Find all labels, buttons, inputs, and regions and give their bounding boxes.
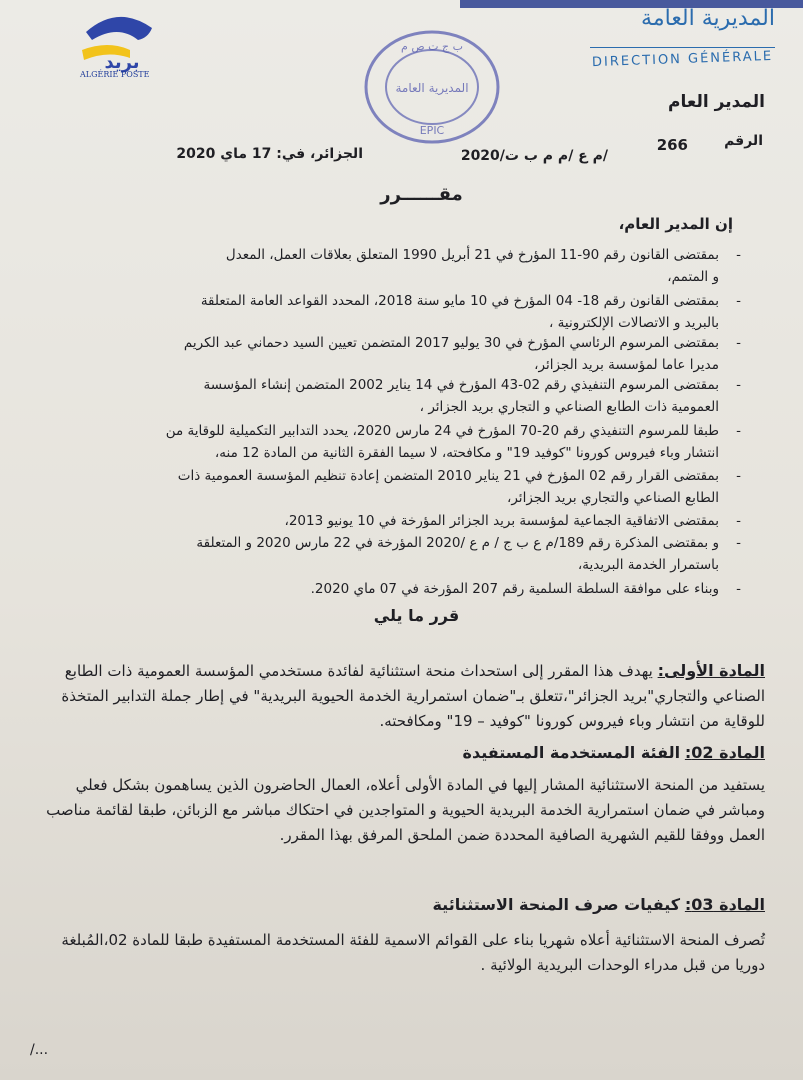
visa-item: [79, 420, 741, 464]
bullet-dash: -: [736, 247, 741, 263]
article-3-title: كيفيات صرف المنحة الاستثنائية: [432, 895, 681, 914]
continuation-mark: /...: [30, 1042, 49, 1058]
visa-item: [79, 578, 741, 600]
svg-text:EPIC: EPIC: [419, 124, 445, 137]
visa-line: بمقتضى المرسوم التنفيذي رقم 02-43 المؤرخ في 14 يناير 2002 المتضمن إنشاء المؤسسة: [203, 377, 719, 393]
visa-line: انتشار وباء فيروس كورونا "كوفيد 19" و مكافحته، لا سيما الفقرة الثانية من المادة 12 منه،: [214, 445, 719, 461]
visa-line: العمومية ذات الطابع الصناعي و التجاري بريد الجزائر ،: [419, 399, 719, 415]
visa-line: بالبريد و الاتصالات الإلكترونية ،: [549, 315, 719, 331]
article-2-heading-row: [35, 740, 765, 766]
article-1: [35, 658, 765, 734]
article-1-heading: المادة الأولى:: [657, 661, 765, 680]
visa-line: باستمرار الخدمة البريدية،: [577, 557, 719, 573]
document-title: مقــــــرر: [380, 184, 463, 205]
direction-underline: [590, 47, 775, 48]
article-2-heading: المادة 02:: [684, 743, 765, 762]
reference-label: الرقم: [724, 133, 763, 149]
svg-text:المديرية العامة: المديرية العامة: [395, 81, 469, 95]
visa-line: بمقتضى القانون رقم 18- 04 المؤرخ في 10 مايو سنة 2018، المحدد القواعد العامة المتعلقة: [200, 293, 719, 309]
intro-line: إن المدير العام،: [618, 215, 733, 233]
official-stamp: [362, 28, 502, 146]
visa-line: مديرا عاما لمؤسسة بريد الجزائر،: [534, 357, 719, 373]
bullet-dash: -: [736, 377, 741, 393]
visa-item: [79, 332, 741, 376]
svg-text:ب ج ت ص م: ب ج ت ص م: [401, 40, 463, 53]
visa-line: بمقتضى القرار رقم 02 المؤرخ في 21 يناير 2010 المتضمن إعادة تنظيم المؤسسة العمومية ذات: [177, 468, 719, 484]
bullet-dash: -: [736, 335, 741, 351]
visa-line: و بمقتضى المذكرة رقم 189/م ع ب ج / م ع /2020 المؤرخة في 22 مارس 2020 و المتعلقة: [196, 535, 719, 551]
visa-item: [79, 465, 741, 509]
bullet-dash: -: [736, 535, 741, 551]
article-3-text: تُصرف المنحة الاستثنائية أعلاه شهريا بناء على القوائم الاسمية للفئة المستخدمة المستفيدة طبقا للمادة 02،المُبلغة دوريا من قبل مدراء الوحدات البريدية الولائية .: [61, 931, 765, 974]
bullet-dash: -: [736, 468, 741, 484]
visa-line: بمقتضى الاتفاقية الجماعية لمؤسسة بريد الجزائر المؤرخة في 10 يونيو 2013،: [284, 513, 719, 529]
article-2-title: الفئة المستخدمة المستفيدة: [462, 743, 681, 762]
visa-line: و المتمم،: [667, 269, 719, 285]
direction-french: DIRECTION GÉNÉRALE: [591, 48, 774, 71]
visa-line: وبناء على موافقة السلطة السلمية رقم 207 المؤرخة في 07 ماي 2020.: [310, 581, 719, 597]
article-3-heading: المادة 03:: [684, 895, 765, 914]
bullet-dash: -: [736, 293, 741, 309]
bullet-dash: -: [736, 513, 741, 529]
decision-heading: قرر ما يلي: [373, 606, 460, 625]
visa-item: [79, 290, 741, 334]
article-2-text: يستفيد من المنحة الاستثنائية المشار إليها في المادة الأولى أعلاه، العمال الحاضرون الذين يساهمون بشكل فعلي ومباشر في ضمان استمرارية الخدمة البريدية الحيوية و المتواجدين في احتكاك مباشر مع الزبائن، طبقا لقائمة مناصب العمل ووفقا للقيم الشهرية الصافية المحددة ضمن الملحق المرفق بهذا المقرر.: [46, 776, 765, 844]
visa-item: [79, 532, 741, 576]
place-and-date: الجزائر، في: 17 ماي 2020: [176, 146, 363, 162]
visa-item: [79, 374, 741, 418]
visa-line: طبقا للمرسوم التنفيذي رقم 20-70 المؤرخ في 24 مارس 2020، يحدد التدابير التكميلية للوقاية من: [165, 423, 719, 439]
visa-line: الطابع الصناعي والتجاري بريد الجزائر،: [507, 490, 719, 506]
svg-text:بريد: بريد: [104, 52, 140, 73]
visa-item: [79, 510, 741, 532]
reference-code: /م ع /م م ب ت/2020: [460, 148, 608, 164]
visa-item: [79, 244, 741, 288]
article-1-text: يهدف هذا المقرر إلى استحداث منحة استثنائية لفائدة مستخدمي المؤسسة العمومية ذات الطابع الصناعي والتجاري"بريد الجزائر"،تتعلق بـ"ضمان استمرارية الخدمة الحيوية البريدية" في إطار جملة التدابير المتخذة للوقاية من انتشار وباء فيروس كورونا "كوفيد – 19" ومكافحته.: [61, 662, 765, 730]
logo-caption: ALGÉRIE POSTE: [80, 70, 150, 79]
article-3-heading-row: [35, 892, 765, 918]
reference-number: 266: [656, 136, 688, 154]
visa-line: بمقتضى القانون رقم 90-11 المؤرخ في 21 أبريل 1990 المتعلق بعلاقات العمل، المعدل: [225, 247, 719, 263]
direction-arabic: المديرية العامة: [641, 6, 775, 31]
bullet-dash: -: [736, 581, 741, 597]
director-title: المدير العام: [668, 92, 765, 112]
bullet-dash: -: [736, 423, 741, 439]
visa-line: بمقتضى المرسوم الرئاسي المؤرخ في 30 يوليو 2017 المتضمن تعيين السيد دحماني عبد الكريم: [183, 335, 719, 351]
